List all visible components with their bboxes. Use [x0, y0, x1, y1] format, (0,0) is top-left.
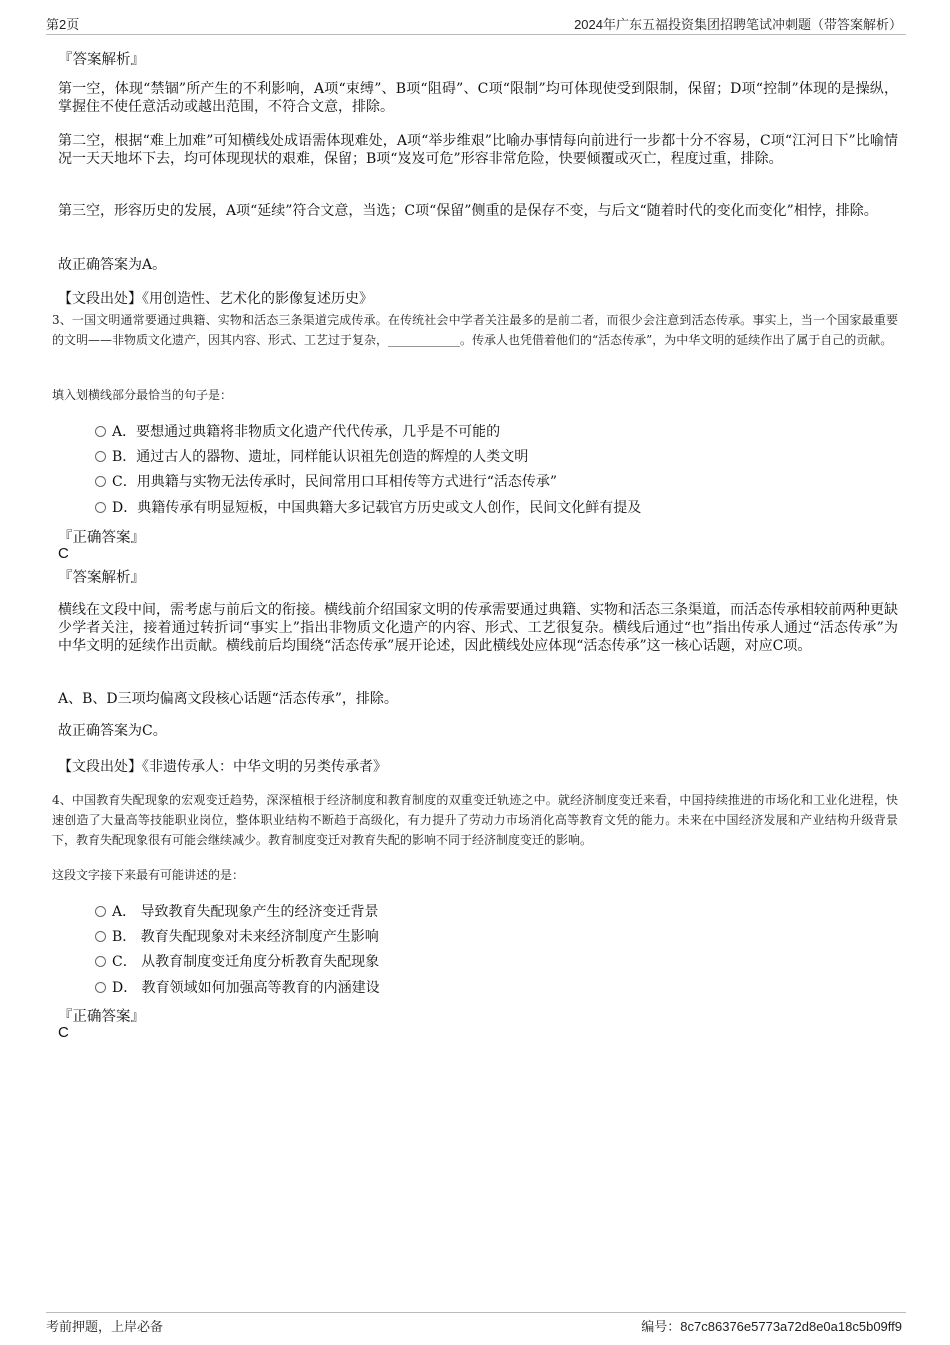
page-header	[46, 14, 906, 35]
question-3-option-a[interactable]: A．要想通过典籍将非物质文化遗产代代传承，几乎是不可能的	[95, 421, 500, 441]
radio-icon[interactable]	[95, 451, 106, 462]
source-citation: 【文段出处】《用创造性、艺术化的影像复述历史》	[58, 291, 373, 307]
analysis-label: 『答案解析』	[58, 52, 145, 68]
correct-answer-label: 『正确答案』	[58, 1009, 145, 1025]
page-footer	[46, 1312, 906, 1333]
document-title: 2024年广东五福投资集团招聘笔试冲刺题（带答案解析）	[574, 17, 902, 32]
radio-icon[interactable]	[95, 476, 106, 487]
radio-icon[interactable]	[95, 982, 106, 993]
question-4-option-b[interactable]: B． 教育失配现象对未来经济制度产生影响	[95, 926, 379, 946]
radio-icon[interactable]	[95, 906, 106, 917]
page-number: 第2页	[46, 17, 80, 32]
analysis-conclusion: 故正确答案为C。	[58, 723, 167, 739]
question-3-option-d[interactable]: D．典籍传承有明显短板，中国典籍大多记载官方历史或文人创作，民间文化鲜有提及	[95, 497, 641, 517]
question-4-option-c[interactable]: C． 从教育制度变迁角度分析教育失配现象	[95, 951, 379, 971]
question-3-prompt: 填入划横线部分最恰当的句子是：	[52, 388, 233, 402]
radio-icon[interactable]	[95, 426, 106, 437]
question-4-prompt: 这段文字接下来最有可能讲述的是：	[52, 868, 245, 882]
question-3-option-b[interactable]: B．通过古人的器物、遗址，同样能认识祖先创造的辉煌的人类文明	[95, 446, 528, 466]
document-id: 编号：8c7c86376e5773a72d8e0a18c5b09ff9	[641, 1319, 902, 1334]
analysis-paragraph: 第一空，体现“禁锢”所产生的不利影响，A项“束缚”、B项“阻碍”、C项“限制”均可体现使受到限制，保留；D项“控制”体现的是操纵，掌握住不使任意活动或越出范围，不符合文意，排除。	[58, 81, 898, 115]
correct-answer: C	[58, 1024, 69, 1041]
radio-icon[interactable]	[95, 956, 106, 967]
analysis-label: 『答案解析』	[58, 570, 145, 586]
analysis-paragraph: 横线在文段中间，需考虑与前后文的衔接。横线前介绍国家文明的传承需要通过典籍、实物和活态三条渠道，而活态传承相较前两种更缺少学者关注，接着通过转折词“事实上”指出非物质文化遗产的内容、形式、工艺很复杂。横线后通过“也”指出传承人通过“活态传承”为中华文明的延续作出贡献。横线前后均围绕“活态传承”展开论述，因此横线处应体现“活态传承”这一核心话题，对应C项。	[58, 602, 898, 654]
radio-icon[interactable]	[95, 502, 106, 513]
correct-answer-label: 『正确答案』	[58, 530, 145, 546]
footer-slogan: 考前押题，上岸必备	[46, 1319, 164, 1334]
radio-icon[interactable]	[95, 931, 106, 942]
question-3-text: 3、一国文明通常要通过典籍、实物和活态三条渠道完成传承。在传统社会中学者关注最多的是前二者，而很少会注意到活态传承。事实上，当一个国家最重要的文明——非物质文化遗产，因其内容、形式、工艺过于复杂，____________。传承人也凭借着他们的“活态传承”，为中华文明的延续作出了属于自己的贡献。	[52, 313, 898, 347]
analysis-conclusion: 故正确答案为A。	[58, 257, 167, 273]
analysis-paragraph: A、B、D三项均偏离文段核心话题“活态传承”，排除。	[58, 691, 398, 707]
question-4-option-a[interactable]: A． 导致教育失配现象产生的经济变迁背景	[95, 901, 379, 921]
source-citation: 【文段出处】《非遗传承人：中华文明的另类传承者》	[58, 759, 387, 775]
analysis-paragraph: 第三空，形容历史的发展，A项“延续”符合文意，当选；C项“保留”侧重的是保存不变，与后文“随着时代的变化而变化”相悖，排除。	[58, 203, 878, 219]
question-3-option-c[interactable]: C．用典籍与实物无法传承时，民间常用口耳相传等方式进行“活态传承”	[95, 471, 557, 491]
analysis-paragraph: 第二空，根据“难上加难”可知横线处成语需体现难处，A项“举步维艰”比喻办事情每向前进行一步都十分不容易，C项“江河日下”比喻情况一天天地坏下去，均可体现现状的艰难，保留；B项“岌岌可危”形容非常危险，快要倾覆或灭亡，程度过重，排除。	[58, 133, 898, 167]
question-4-text: 4、中国教育失配现象的宏观变迁趋势，深深植根于经济制度和教育制度的双重变迁轨迹之中。就经济制度变迁来看，中国持续推进的市场化和工业化进程，快速创造了大量高等技能职业岗位，整体职业结构不断趋于高级化，有力提升了劳动力市场消化高等教育文凭的能力。未来在中国经济发展和产业结构升级背景下，教育失配现象很有可能会继续减少。教育制度变迁对教育失配的影响不同于经济制度变迁的影响。	[52, 793, 898, 847]
question-4-option-d[interactable]: D． 教育领域如何加强高等教育的内涵建设	[95, 977, 380, 997]
correct-answer: C	[58, 545, 69, 562]
